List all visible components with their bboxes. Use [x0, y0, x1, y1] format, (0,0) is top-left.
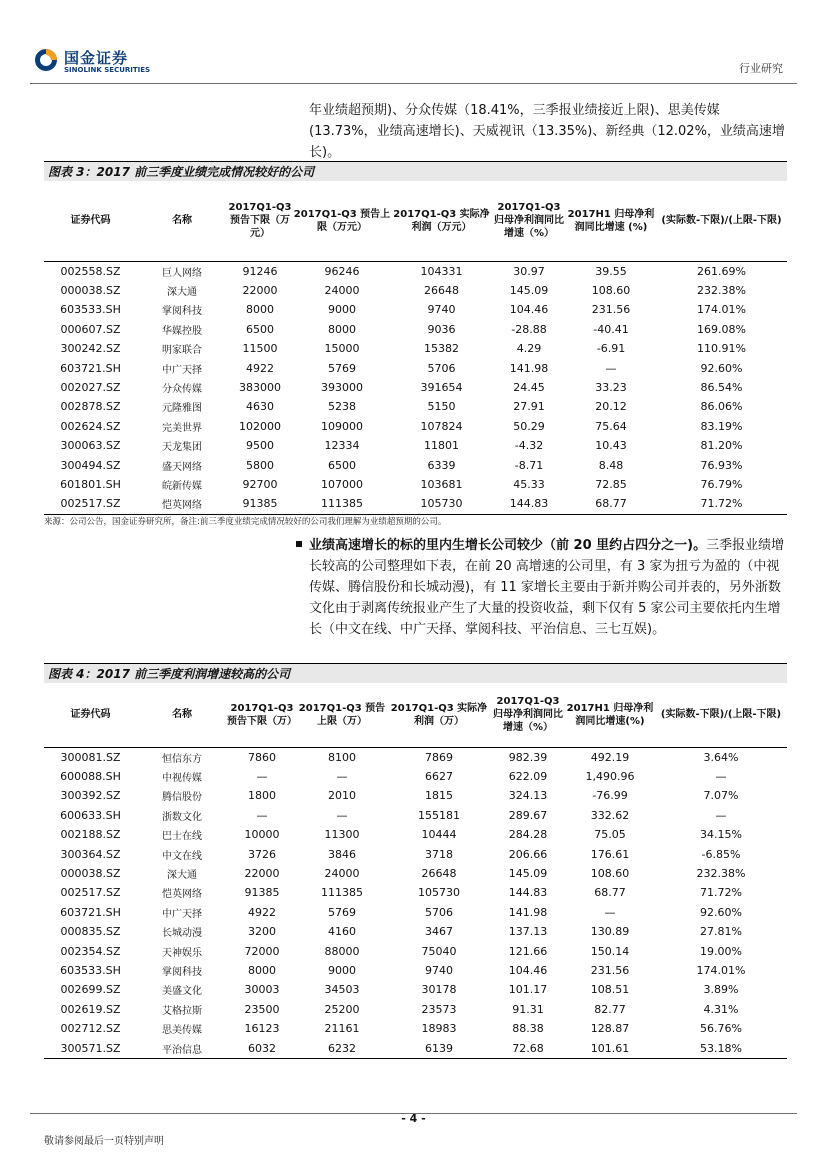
value-cell: 110.91%	[697, 342, 746, 356]
value-cell: 83.19%	[700, 419, 743, 433]
value-cell: 3726	[248, 847, 276, 861]
stock-code-cell: 300081.SZ	[60, 750, 121, 764]
value-cell: 7.07%	[703, 789, 739, 803]
stock-code-cell: 601801.SH	[60, 477, 121, 491]
value-cell: 7869	[425, 750, 453, 764]
column-header: 名称	[172, 215, 192, 227]
value-cell: 6500	[328, 458, 356, 472]
value-cell: -76.99	[592, 789, 628, 803]
value-cell: 81.20%	[700, 439, 743, 453]
value-cell: —	[336, 770, 348, 784]
value-cell: 332.62	[590, 808, 630, 822]
value-cell: 144.83	[508, 886, 548, 900]
value-cell: —	[605, 361, 617, 375]
table-row	[44, 320, 787, 339]
table-row	[44, 844, 787, 863]
table-row	[44, 883, 787, 902]
table-row	[44, 475, 787, 494]
value-cell: 391654	[420, 381, 463, 395]
value-cell: 23500	[244, 1002, 280, 1016]
value-cell: 76.93%	[700, 458, 743, 472]
value-cell: 103681	[420, 477, 463, 491]
value-cell: 5706	[427, 361, 456, 375]
stock-code-cell: 002027.SZ	[60, 381, 121, 395]
value-cell: 111385	[321, 886, 363, 900]
value-cell: 68.77	[595, 497, 627, 511]
value-cell: 6139	[425, 1041, 453, 1055]
value-cell: 206.66	[508, 847, 548, 861]
column-header: 2017H1 归母净利润同比增速 (%)	[567, 208, 655, 233]
value-cell: 24000	[324, 867, 360, 881]
stock-code-cell: 000607.SZ	[60, 322, 121, 336]
value-cell: 622.09	[508, 770, 548, 784]
value-cell: 6232	[328, 1041, 356, 1055]
value-cell: 107000	[321, 477, 363, 491]
company-name-cell: 美盛文化	[162, 986, 202, 998]
value-cell: 11500	[242, 342, 278, 356]
value-cell: 27.91	[513, 400, 545, 414]
value-cell: 53.18%	[700, 1041, 742, 1055]
value-cell: 8100	[328, 750, 356, 764]
company-name-cell: 恺英网络	[162, 500, 202, 512]
value-cell: 27.81%	[700, 925, 742, 939]
header-divider	[30, 83, 797, 84]
stock-code-cell: 000835.SZ	[60, 925, 121, 939]
company-name-cell: 中文在线	[162, 850, 202, 862]
value-cell: 284.28	[508, 828, 548, 842]
value-cell: 174.01%	[697, 303, 746, 317]
value-cell: 174.01%	[696, 963, 746, 977]
value-cell: 21161	[324, 1022, 360, 1036]
table-row	[44, 300, 787, 319]
table-row	[44, 903, 787, 922]
value-cell: 71.72%	[700, 886, 742, 900]
value-cell: 5706	[425, 905, 453, 919]
bullet-paragraph	[309, 535, 787, 640]
value-cell: 383000	[239, 381, 281, 395]
value-cell: 7860	[248, 750, 276, 764]
value-cell: 137.13	[508, 925, 548, 939]
stock-code-cell: 002699.SZ	[60, 983, 121, 997]
value-cell: 8000	[248, 963, 276, 977]
value-cell: 72.85	[595, 477, 627, 491]
bullet-body: 三季报业绩增长较高的公司整理如下表，在前 20 高增速的公司里，有 3 家为扭亏为盈的（中视传媒、腾信股份和长城动漫)，有 11 家增长主要由于新并购公司并表的，另外浙数文化由于剥离传统报业产生了大量的投资收益，剩下仅有 5 家公司主要依托内生增长（中文在线、中广天择、掌阅科技、平治信息、三七互娱)。	[309, 538, 785, 637]
company-name-cell: 深大通	[167, 287, 197, 299]
company-name-cell: 元隆雅图	[162, 403, 202, 415]
bullet-lead: 业绩高速增长的标的里内生增长公司较少（前 20 里约占四分之一)。	[309, 538, 707, 553]
value-cell: 30003	[244, 983, 280, 997]
value-cell: 92.60%	[700, 905, 742, 919]
value-cell: 5150	[427, 400, 456, 414]
company-name-cell: 天神娱乐	[162, 947, 202, 959]
value-cell: 108.60	[591, 284, 631, 298]
value-cell: 5769	[328, 361, 356, 375]
value-cell: 109000	[321, 419, 363, 433]
value-cell: 128.87	[590, 1022, 630, 1036]
company-name-cell: 巨人网络	[162, 267, 202, 279]
value-cell: 50.29	[513, 419, 545, 433]
source-note: 来源：公司公告，国金证券研究所，备注:前三季度业绩完成情况较好的公司我们理解为业绩超预期的公司。	[44, 517, 447, 527]
value-cell: -40.41	[593, 322, 629, 336]
stock-code-cell: 603533.SH	[60, 303, 121, 317]
value-cell: 2010	[328, 789, 356, 803]
value-cell: 9000	[328, 963, 356, 977]
table-row	[44, 767, 787, 786]
value-cell: 33.23	[595, 381, 627, 395]
value-cell: 3718	[425, 847, 453, 861]
value-cell: 232.38%	[696, 867, 746, 881]
value-cell: 9500	[246, 439, 274, 453]
table-row	[44, 1000, 787, 1019]
logo-text-en: SINOLINK SECURITIES	[64, 66, 151, 74]
table-row	[44, 358, 787, 377]
stock-code-cell: 002517.SZ	[60, 497, 121, 511]
company-name-cell: 完美世界	[162, 422, 202, 434]
company-name-cell: 掌阅科技	[162, 966, 202, 978]
value-cell: 88000	[324, 944, 360, 958]
value-cell: 16123	[244, 1022, 280, 1036]
value-cell: —	[336, 808, 348, 822]
company-name-cell: 华媒控股	[162, 325, 202, 337]
value-cell: 6339	[427, 458, 456, 472]
value-cell: 10000	[244, 828, 280, 842]
disclaimer-note: 敬请参阅最后一页特别声明	[44, 1136, 164, 1147]
value-cell: 4922	[246, 361, 274, 375]
value-cell: 6627	[425, 770, 453, 784]
value-cell: 261.69%	[697, 264, 746, 278]
value-cell: 101.61	[590, 1041, 630, 1055]
stock-code-cell: 002188.SZ	[60, 828, 121, 842]
column-header: 2017Q1-Q3 预告上限（万）	[298, 702, 386, 727]
table-row	[44, 494, 787, 514]
table3	[44, 181, 787, 515]
section-label: 行业研究	[739, 62, 783, 75]
value-cell: 121.66	[508, 944, 548, 958]
stock-code-cell: 603721.SH	[60, 361, 121, 375]
value-cell: -6.91	[596, 342, 626, 356]
value-cell: 393000	[321, 381, 363, 395]
value-cell: 92700	[242, 477, 278, 491]
value-cell: 34503	[324, 983, 360, 997]
value-cell: 91.31	[512, 1002, 544, 1016]
value-cell: 12334	[324, 439, 360, 453]
value-cell: 9740	[425, 963, 453, 977]
stock-code-cell: 300392.SZ	[60, 789, 121, 803]
table-row	[44, 378, 787, 397]
value-cell: 1815	[425, 789, 453, 803]
table-row	[44, 864, 787, 883]
table4-title: 图表 4：2017 前三季度利润增速较高的公司	[44, 663, 787, 683]
value-cell: 9036	[427, 322, 456, 336]
column-header: 证券代码	[70, 215, 111, 227]
company-name-cell: 思美传媒	[162, 1025, 202, 1037]
value-cell: 105730	[420, 497, 463, 511]
stock-code-cell: 002878.SZ	[60, 400, 121, 414]
stock-code-cell: 600088.SH	[60, 770, 121, 784]
value-cell: 104.46	[509, 303, 549, 317]
value-cell: 26648	[421, 867, 457, 881]
value-cell: 92.60%	[700, 361, 743, 375]
value-cell: 9740	[427, 303, 456, 317]
value-cell: 108.60	[590, 867, 630, 881]
value-cell: -4.32	[514, 439, 544, 453]
value-cell: 9000	[328, 303, 356, 317]
value-cell: 1,490.96	[585, 770, 635, 784]
bullet-square-icon	[296, 541, 302, 547]
value-cell: 45.33	[513, 477, 545, 491]
value-cell: -6.85%	[701, 847, 741, 861]
intro-paragraph: 年业绩超预期)、分众传媒（18.41%，三季报业绩接近上限)、思美传媒(13.73%，业绩高速增长)、天威视讯（13.35%)、新经典（12.02%，业绩高速增长)。	[309, 103, 785, 160]
value-cell: 56.76%	[700, 1022, 742, 1036]
table-row	[44, 941, 787, 960]
value-cell: 8000	[246, 303, 274, 317]
value-cell: 3.64%	[703, 750, 739, 764]
company-name-cell: 艾格拉斯	[162, 1005, 202, 1017]
value-cell: 5769	[328, 905, 356, 919]
stock-code-cell: 300364.SZ	[60, 847, 121, 861]
value-cell: 22000	[242, 284, 278, 298]
value-cell: 18983	[421, 1022, 457, 1036]
value-cell: —	[715, 770, 727, 784]
company-name-cell: 中广天择	[162, 364, 202, 376]
value-cell: 30.97	[513, 264, 545, 278]
company-name-cell: 分众传媒	[162, 384, 202, 396]
stock-code-cell: 002517.SZ	[60, 886, 121, 900]
sinolink-logo-icon	[34, 48, 58, 72]
page-number: - 4 -	[401, 1112, 426, 1125]
column-header: 2017Q1-Q3 实际净利润（万元）	[393, 208, 490, 233]
table-row	[44, 261, 787, 281]
value-cell: 11300	[324, 828, 360, 842]
value-cell: 30178	[421, 983, 457, 997]
column-header: 2017H1 归母净利润同比增速(%)	[566, 702, 654, 727]
value-cell: -8.71	[514, 458, 544, 472]
value-cell: 111385	[321, 497, 363, 511]
value-cell: 4922	[248, 905, 276, 919]
value-cell: 145.09	[509, 284, 549, 298]
value-cell: 96246	[324, 264, 360, 278]
value-cell: 75040	[421, 944, 457, 958]
stock-code-cell: 300242.SZ	[60, 342, 121, 356]
value-cell: 232.38%	[697, 284, 746, 298]
value-cell: 22000	[244, 867, 280, 881]
value-cell: 130.89	[590, 925, 630, 939]
stock-code-cell: 002619.SZ	[60, 1002, 121, 1016]
company-name-cell: 巴士在线	[162, 831, 202, 843]
value-cell: 3200	[248, 925, 276, 939]
value-cell: 71.72%	[700, 497, 743, 511]
company-name-cell: 中视传媒	[162, 773, 202, 785]
value-cell: 145.09	[508, 867, 548, 881]
column-header: 证券代码	[70, 709, 111, 721]
value-cell: 11801	[424, 439, 459, 453]
value-cell: 10444	[421, 828, 457, 842]
column-header: 2017Q1-Q3 归母净利润同比增速（%）	[494, 202, 564, 240]
table-row	[44, 455, 787, 474]
value-cell: 105730	[418, 886, 460, 900]
column-header: 2017Q1-Q3 归母净利润同比增速（%）	[493, 696, 563, 734]
value-cell: 144.83	[509, 497, 549, 511]
value-cell: 107824	[420, 419, 463, 433]
company-name-cell: 长城动漫	[162, 928, 202, 940]
value-cell: 26648	[424, 284, 459, 298]
table4	[44, 683, 787, 1059]
table-row	[44, 922, 787, 941]
value-cell: 88.38	[512, 1022, 544, 1036]
company-name-cell: 恒信东方	[162, 753, 202, 765]
stock-code-cell: 000038.SZ	[60, 284, 121, 298]
value-cell: 104.46	[508, 963, 548, 977]
company-name-cell: 腾信股份	[162, 792, 202, 804]
value-cell: 76.79%	[700, 477, 743, 491]
table-row	[44, 1038, 787, 1058]
value-cell: 141.98	[508, 905, 548, 919]
value-cell: 4.29	[516, 342, 542, 356]
value-cell: 324.13	[508, 789, 548, 803]
value-cell: 72000	[244, 944, 280, 958]
value-cell: 982.39	[508, 750, 548, 764]
stock-code-cell: 603533.SH	[60, 963, 121, 977]
value-cell: 492.19	[590, 750, 630, 764]
value-cell: 5800	[246, 458, 274, 472]
value-cell: 108.51	[590, 983, 630, 997]
value-cell: 8000	[328, 322, 356, 336]
stock-code-cell: 600633.SH	[60, 808, 121, 822]
value-cell: 68.77	[594, 886, 626, 900]
value-cell: —	[256, 770, 268, 784]
table-row	[44, 436, 787, 455]
value-cell: 6032	[248, 1041, 276, 1055]
stock-code-cell: 300063.SZ	[60, 439, 121, 453]
value-cell: —	[604, 905, 616, 919]
value-cell: 91246	[242, 264, 278, 278]
value-cell: 39.55	[595, 264, 627, 278]
value-cell: 5238	[328, 400, 356, 414]
value-cell: 72.68	[512, 1041, 544, 1055]
column-header: 名称	[172, 709, 192, 721]
value-cell: 4160	[328, 925, 356, 939]
value-cell: 101.17	[508, 983, 548, 997]
company-name-cell: 中广天择	[162, 908, 202, 920]
value-cell: -28.88	[511, 322, 547, 336]
value-cell: 24000	[324, 284, 360, 298]
value-cell: 15382	[424, 342, 459, 356]
stock-code-cell: 300494.SZ	[60, 458, 121, 472]
table3-header-row	[44, 181, 787, 261]
value-cell: 24.45	[513, 381, 545, 395]
value-cell: 86.06%	[700, 400, 743, 414]
company-name-cell: 明家联合	[162, 345, 202, 357]
value-cell: 4630	[246, 400, 274, 414]
table-row	[44, 786, 787, 805]
value-cell: 155181	[418, 808, 460, 822]
value-cell: —	[715, 808, 727, 822]
company-name-cell: 盛天网络	[162, 461, 202, 473]
value-cell: 82.77	[594, 1002, 626, 1016]
company-name-cell: 浙数文化	[162, 811, 202, 823]
table-row	[44, 1019, 787, 1038]
company-name-cell: 掌阅科技	[162, 306, 202, 318]
stock-code-cell: 603721.SH	[60, 905, 121, 919]
table-row	[44, 281, 787, 300]
value-cell: 75.05	[594, 828, 626, 842]
stock-code-cell: 002558.SZ	[60, 264, 121, 278]
value-cell: 150.14	[590, 944, 630, 958]
value-cell: 141.98	[509, 361, 549, 375]
value-cell: 34.15%	[700, 828, 742, 842]
stock-code-cell: 002624.SZ	[60, 419, 121, 433]
table-row	[44, 339, 787, 358]
company-name-cell: 皖新传媒	[162, 480, 202, 492]
value-cell: 3.89%	[703, 983, 739, 997]
value-cell: 3846	[328, 847, 356, 861]
table-row	[44, 806, 787, 825]
table-row	[44, 961, 787, 980]
value-cell: 15000	[324, 342, 360, 356]
value-cell: 23573	[421, 1002, 457, 1016]
stock-code-cell: 000038.SZ	[60, 867, 121, 881]
value-cell: —	[256, 808, 268, 822]
value-cell: 8.48	[598, 458, 624, 472]
table-row	[44, 747, 787, 767]
company-name-cell: 深大通	[167, 870, 197, 882]
logo-text-cn: 国金证券	[64, 49, 129, 67]
stock-code-cell: 300571.SZ	[60, 1041, 121, 1055]
table4-header-row	[44, 683, 787, 747]
value-cell: 91385	[242, 497, 278, 511]
value-cell: 176.61	[590, 847, 630, 861]
value-cell: 19.00%	[700, 944, 742, 958]
company-name-cell: 平治信息	[162, 1044, 202, 1056]
column-header: 2017Q1-Q3 实际净利润（万）	[390, 702, 488, 727]
table-row	[44, 825, 787, 844]
value-cell: 231.56	[591, 303, 631, 317]
value-cell: 289.67	[508, 808, 548, 822]
table-row	[44, 397, 787, 416]
value-cell: 104331	[420, 264, 463, 278]
company-name-cell: 天龙集团	[162, 442, 202, 454]
column-header: 2017Q1-Q3 预告下限（万元）	[228, 202, 292, 240]
value-cell: 20.12	[595, 400, 627, 414]
value-cell: 3467	[425, 925, 453, 939]
table-row	[44, 980, 787, 999]
column-header: (实际数-下限)/(上限-下限)	[661, 215, 782, 227]
company-name-cell: 恺英网络	[162, 889, 202, 901]
value-cell: 231.56	[590, 963, 630, 977]
column-header: 2017Q1-Q3 预告上限（万元）	[293, 208, 391, 233]
value-cell: 25200	[324, 1002, 360, 1016]
value-cell: 75.64	[595, 419, 627, 433]
stock-code-cell: 002354.SZ	[60, 944, 121, 958]
table3-title: 图表 3：2017 前三季度业绩完成情况较好的公司	[44, 161, 787, 181]
value-cell: 6500	[246, 322, 274, 336]
table-row	[44, 417, 787, 436]
value-cell: 10.43	[595, 439, 627, 453]
value-cell: 86.54%	[700, 381, 743, 395]
column-header: (实际数-下限)/(上限-下限)	[660, 709, 782, 721]
value-cell: 91385	[244, 886, 280, 900]
stock-code-cell: 002712.SZ	[60, 1022, 121, 1036]
value-cell: 169.08%	[697, 322, 746, 336]
value-cell: 102000	[239, 419, 281, 433]
value-cell: 1800	[248, 789, 276, 803]
column-header: 2017Q1-Q3 预告下限（万）	[227, 702, 297, 727]
value-cell: 4.31%	[703, 1002, 739, 1016]
